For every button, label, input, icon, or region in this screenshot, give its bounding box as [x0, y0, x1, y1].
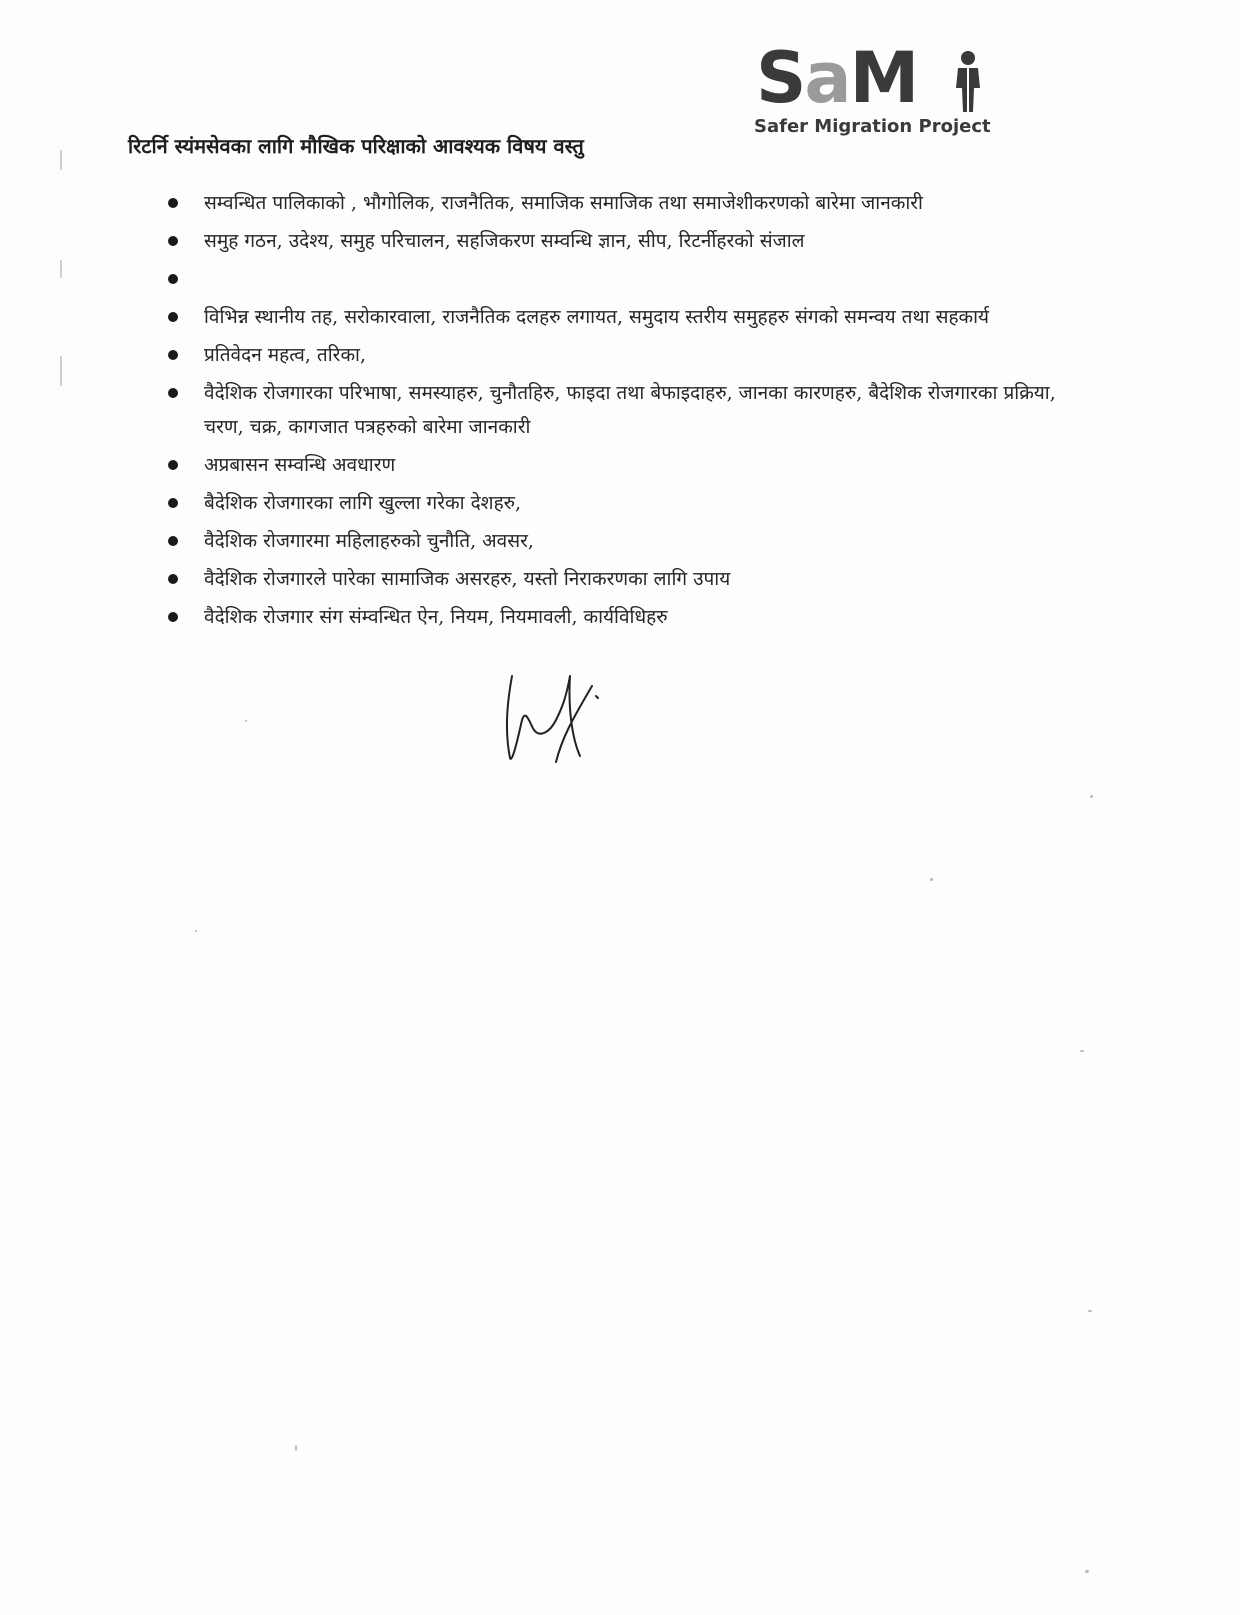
scan-mark — [60, 260, 62, 278]
list-item — [160, 486, 1090, 520]
scan-speck — [245, 720, 247, 722]
list-item — [160, 300, 1090, 334]
logo-tagline: Safer Migration Project — [754, 116, 991, 137]
list-item-text: वैदेशिक रोजगारका परिभाषा, समस्याहरु, चुनौतहिरु, फाइदा तथा बेफाइदाहरु, जानका कारणहरु, बैदेशिक रोजगारका प्रक्रिया, चरण, चक्र, कागजात पत्रहरुको बारेमा जानकारी — [204, 382, 1056, 438]
bullet-icon — [168, 198, 178, 208]
list-item-text: वैदेशिक रोजगारले पारेका सामाजिक असरहरु, यस्तो निराकरणका लागि उपाय — [204, 568, 731, 590]
list-item-text: सम्वन्धित पालिकाको , भौगोलिक, राजनैतिक, समाजिक समाजिक तथा समाजेशीकरणको बारेमा जानकारी — [204, 192, 923, 214]
bullet-icon — [168, 498, 178, 508]
list-item — [160, 600, 1090, 634]
bullet-icon — [168, 536, 178, 546]
bullet-icon — [168, 236, 178, 246]
list-item — [160, 562, 1090, 596]
list-item-text: विभिन्न स्थानीय तह, सरोकारवाला, राजनैतिक दलहरु लगायत, समुदाय स्तरीय समुहहरु संगको समन्वय तथा सहकार्य — [204, 306, 990, 328]
list-item-text: समुह गठन, उदेश्य, समुह परिचालन, सहजिकरण सम्वन्धि ज्ञान, सीप, रिटर्नीहरको संजाल — [204, 230, 805, 252]
bullet-icon — [168, 274, 178, 284]
list-item — [160, 376, 1090, 444]
scan-speck — [295, 1445, 297, 1451]
bullet-icon — [168, 388, 178, 398]
bullet-icon — [168, 574, 178, 584]
logo-wordmark: SaM — [756, 37, 918, 119]
scan-speck — [1090, 795, 1093, 798]
list-item — [160, 224, 1090, 258]
scan-speck — [930, 878, 933, 881]
scan-speck — [195, 930, 197, 932]
document-title: रिटर्नि स्यंमसेवका लागि मौखिक परिक्षाको आवश्यक विषय वस्तु — [128, 134, 584, 158]
scan-speck — [1088, 1310, 1092, 1312]
list-item-text: वैदेशिक रोजगारमा महिलाहरुको चुनौति, अवसर, — [204, 530, 534, 552]
scan-mark — [60, 356, 62, 386]
bullet-icon — [168, 350, 178, 360]
list-item — [160, 262, 1090, 296]
list-item — [160, 338, 1090, 372]
scan-speck — [1080, 1050, 1084, 1052]
person-figure-icon — [952, 50, 984, 114]
bullet-icon — [168, 460, 178, 470]
list-item-text: प्रतिवेदन महत्व, तरिका, — [204, 344, 367, 366]
bullet-icon — [168, 312, 178, 322]
list-item-text: अप्रबासन सम्वन्धि अवधारण — [204, 454, 396, 476]
list-item — [160, 448, 1090, 482]
list-item — [160, 186, 1090, 220]
list-item-text: वैदेशिक रोजगार संग संम्वन्धित ऐन, नियम, नियमावली, कार्यविधिहरु — [204, 606, 668, 628]
scan-speck — [1085, 1570, 1089, 1573]
handwritten-signature — [500, 668, 620, 768]
sami-logo — [752, 37, 991, 142]
scan-mark — [60, 150, 62, 170]
list-item-text: बैदेशिक रोजगारका लागि खुल्ला गरेका देशहरु, — [204, 492, 522, 514]
topic-list — [160, 186, 1090, 634]
bullet-icon — [168, 612, 178, 622]
list-item — [160, 524, 1090, 558]
